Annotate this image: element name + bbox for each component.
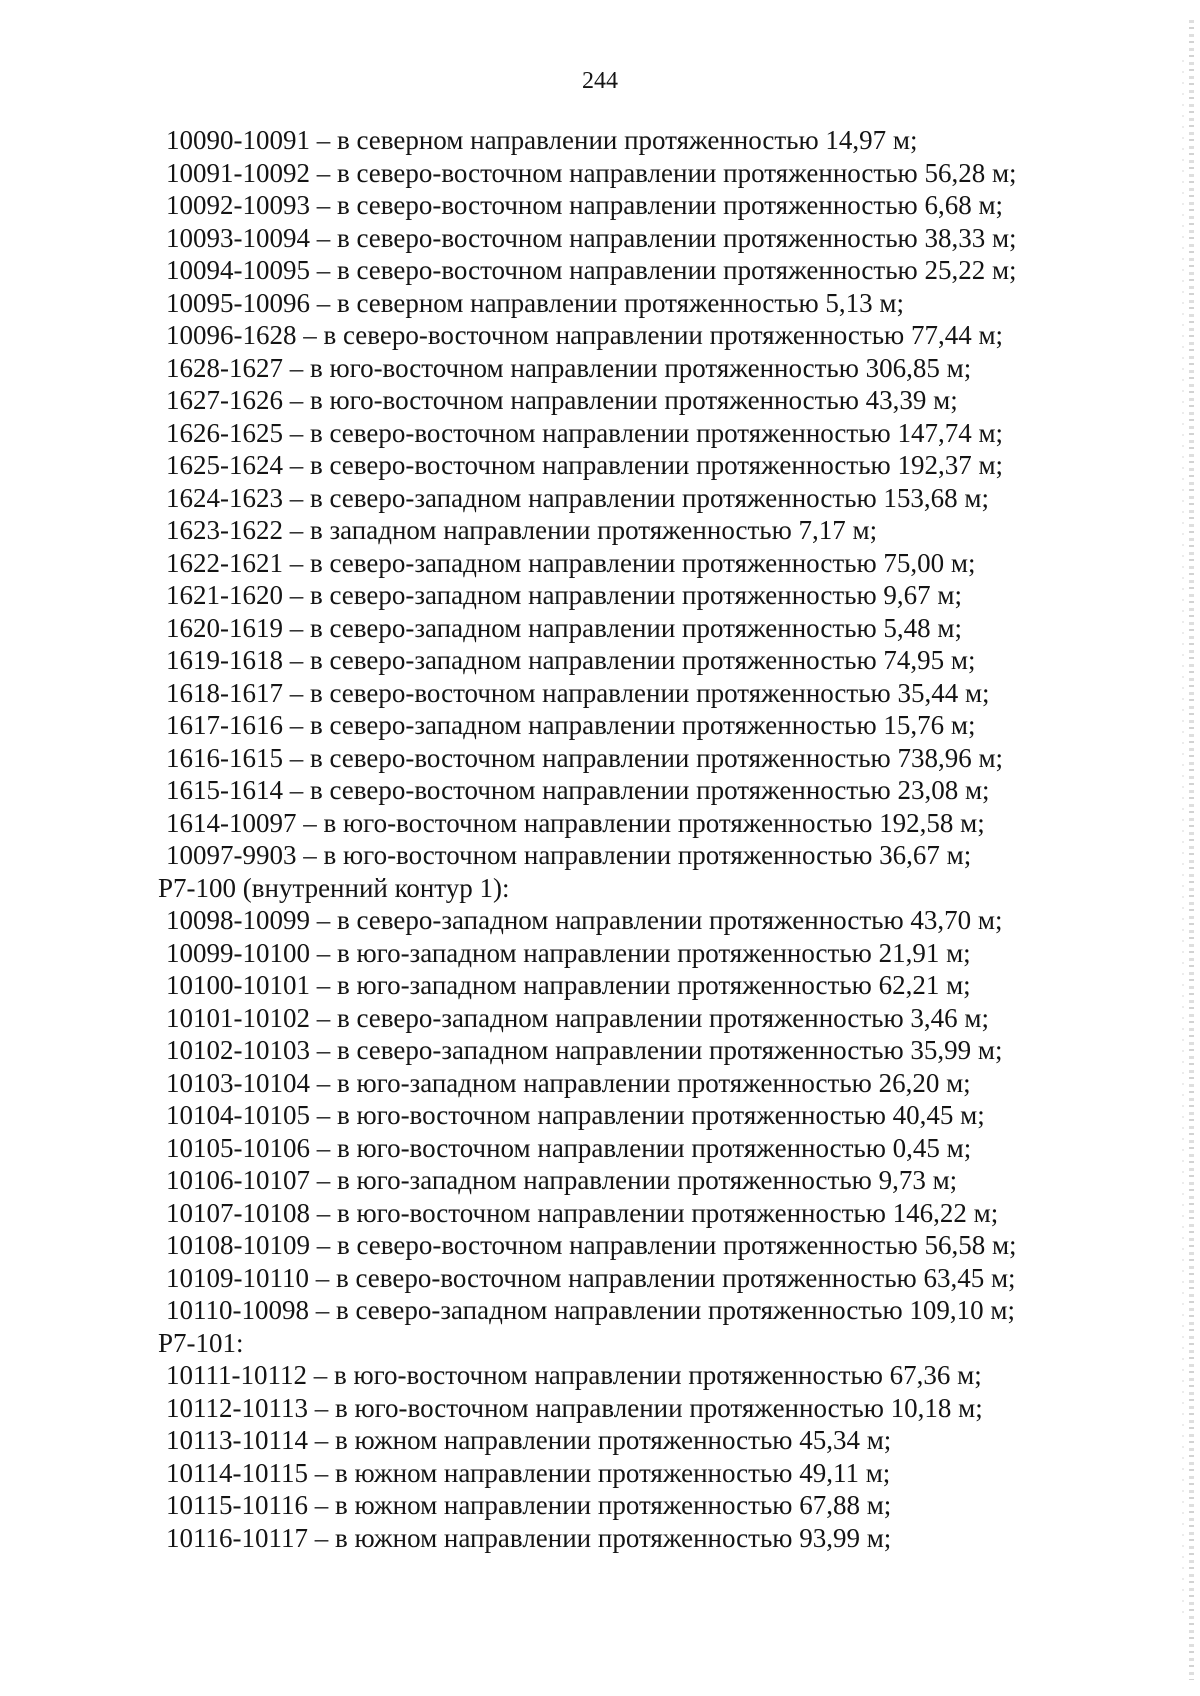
boundary-segment-line: 1625-1624 – в северо-восточном направлении протяженностью 192,37 м; [166, 450, 1004, 480]
boundary-segment-line: 1628-1627 – в юго-восточном направлении протяженностью 306,85 м; [166, 352, 972, 383]
boundary-segment-line: 1622-1621 – в северо-западном направлении протяженностью 75,00 м; [166, 547, 976, 578]
boundary-segment-line: 10110-10098 – в северо-западном направлении протяженностью 109,10 м; [166, 1295, 1015, 1325]
boundary-segment-line: 10107-10108 – в юго-восточном направлении протяженностью 146,22 м; [166, 1197, 999, 1228]
boundary-segment-line: 1615-1614 – в северо-восточном направлении протяженностью 23,08 м; [166, 775, 990, 805]
boundary-segment-line: 10091-10092 – в северо-восточном направлении протяженностью 56,28 м; [166, 157, 1017, 188]
boundary-segment-line: 10100-10101 – в юго-западном направлении протяженностью 62,21 м; [166, 970, 971, 1000]
section-heading: Р7-100 (внутренний контур 1): [158, 872, 510, 903]
boundary-segment-line: 10114-10115 – в южном направлении протяженностью 49,11 м; [166, 1457, 891, 1488]
boundary-segment-line: 10102-10103 – в северо-западном направлении протяженностью 35,99 м; [166, 1035, 1003, 1065]
boundary-segment-line: 10108-10109 – в северо-восточном направлении протяженностью 56,58 м; [166, 1230, 1017, 1260]
boundary-segment-line: 10096-1628 – в северо-восточном направлении протяженностью 77,44 м; [166, 320, 1004, 350]
boundary-segment-line: 10092-10093 – в северо-восточном направлении протяженностью 6,68 м; [166, 190, 1004, 220]
boundary-segment-line: 10099-10100 – в юго-западном направлении протяженностью 21,91 м; [166, 937, 971, 968]
boundary-segment-line: 1619-1618 – в северо-западном направлении протяженностью 74,95 м; [166, 645, 976, 675]
scan-edge-artifact [1182, 60, 1184, 1620]
section-heading: Р7-101: [158, 1327, 244, 1358]
boundary-segment-line: 10109-10110 – в северо-восточном направлении протяженностью 63,45 м; [166, 1262, 1016, 1293]
boundary-segment-line: 10112-10113 – в юго-восточном направлении протяженностью 10,18 м; [166, 1392, 983, 1423]
boundary-segment-line: 10111-10112 – в юго-восточном направлении протяженностью 67,36 м; [166, 1360, 982, 1390]
boundary-segment-line: 1614-10097 – в юго-восточном направлении протяженностью 192,58 м; [166, 807, 985, 838]
scan-edge-artifact [1189, 20, 1194, 1680]
boundary-segment-line: 1626-1625 – в северо-восточном направлении протяженностью 147,74 м; [166, 417, 1004, 448]
boundary-segment-line: 1624-1623 – в северо-западном направлении протяженностью 153,68 м; [166, 482, 989, 513]
boundary-segment-line: 1617-1616 – в северо-западном направлении протяженностью 15,76 м; [166, 710, 976, 740]
boundary-segment-line: 10094-10095 – в северо-восточном направлении протяженностью 25,22 м; [166, 255, 1017, 285]
boundary-segment-line: 1616-1615 – в северо-восточном направлении протяженностью 738,96 м; [166, 742, 1004, 773]
boundary-segment-line: 10093-10094 – в северо-восточном направлении протяженностью 38,33 м; [166, 222, 1017, 253]
boundary-segment-line: 10106-10107 – в юго-западном направлении протяженностью 9,73 м; [166, 1165, 958, 1195]
boundary-segment-line: 10098-10099 – в северо-западном направлении протяженностью 43,70 м; [166, 905, 1003, 935]
boundary-segment-line: 10095-10096 – в северном направлении протяженностью 5,13 м; [166, 287, 905, 318]
boundary-segment-line: 10103-10104 – в юго-западном направлении протяженностью 26,20 м; [166, 1067, 971, 1098]
boundary-segment-line: 10113-10114 – в южном направлении протяженностью 45,34 м; [166, 1425, 892, 1455]
boundary-segment-line: 10105-10106 – в юго-восточном направлении протяженностью 0,45 м; [166, 1132, 972, 1163]
boundary-description-list [0, 124, 1200, 1554]
boundary-segment-line: 10116-10117 – в южном направлении протяженностью 93,99 м; [166, 1522, 892, 1553]
boundary-segment-line: 1618-1617 – в северо-восточном направлении протяженностью 35,44 м; [166, 677, 990, 708]
boundary-segment-line: 1623-1622 – в западном направлении протяженностью 7,17 м; [166, 515, 878, 545]
boundary-segment-line: 10115-10116 – в южном направлении протяженностью 67,88 м; [166, 1490, 892, 1520]
boundary-segment-line: 10104-10105 – в юго-восточном направлении протяженностью 40,45 м; [166, 1100, 985, 1130]
boundary-segment-line: 10097-9903 – в юго-восточном направлении протяженностью 36,67 м; [166, 840, 972, 870]
boundary-segment-line: 1627-1626 – в юго-восточном направлении протяженностью 43,39 м; [166, 385, 958, 415]
boundary-segment-line: 1620-1619 – в северо-западном направлении протяженностью 5,48 м; [166, 612, 962, 643]
boundary-segment-line: 1621-1620 – в северо-западном направлении протяженностью 9,67 м; [166, 580, 962, 610]
boundary-segment-line: 10090-10091 – в северном направлении протяженностью 14,97 м; [166, 125, 918, 155]
page-number: 244 [582, 68, 618, 94]
boundary-segment-line: 10101-10102 – в северо-западном направлении протяженностью 3,46 м; [166, 1002, 989, 1033]
